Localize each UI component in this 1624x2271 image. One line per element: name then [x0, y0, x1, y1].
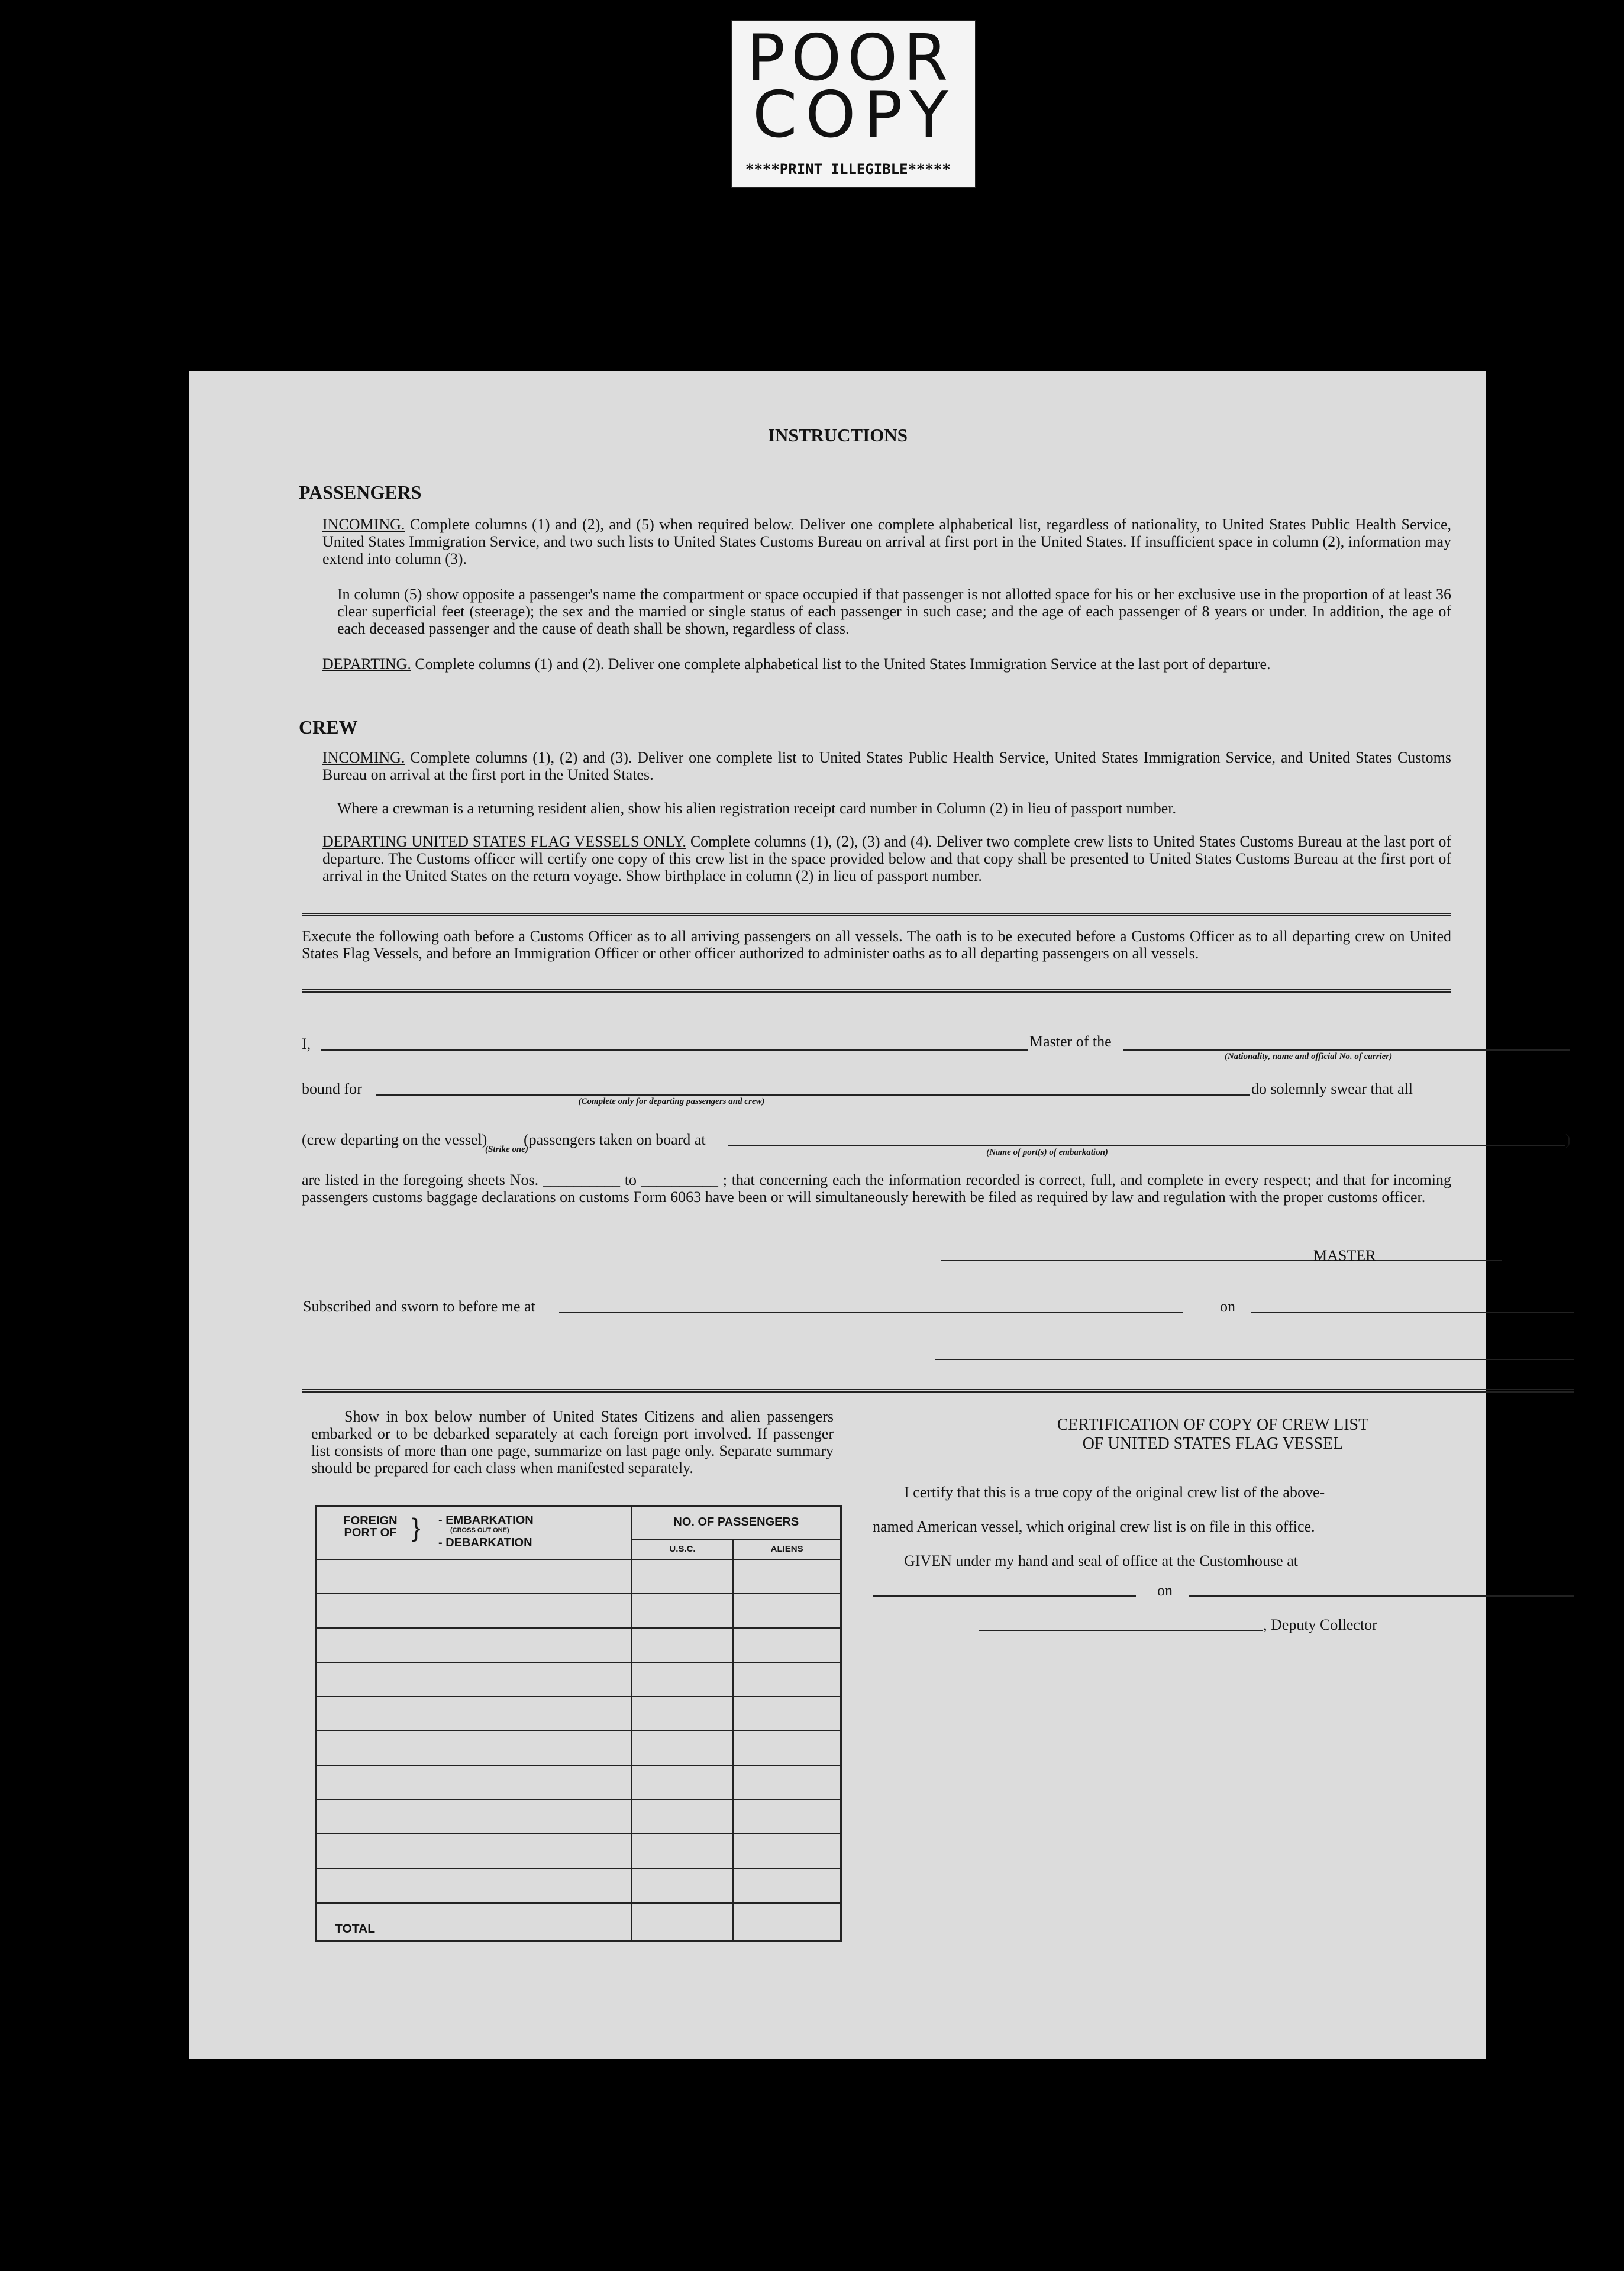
passengers-departing-label: DEPARTING.	[322, 655, 411, 673]
usc-cell[interactable]	[632, 1697, 734, 1731]
sworn-on-label: on	[1220, 1298, 1235, 1315]
document-page	[189, 371, 1571, 2059]
port-cell[interactable]	[317, 1765, 632, 1800]
aliens-cell[interactable]	[733, 1559, 841, 1594]
oath-instruction-text: Execute the following oath before a Customs Officer as to all arriving passengers on all vessels. The oath is to be executed before a Customs Officer as to all departing crew on United States Flag Vessels, and before an Immigration Officer or other officer authorized to administer oaths as to all departing passengers on all vessels.	[302, 928, 1451, 962]
usc-cell[interactable]	[632, 1559, 734, 1594]
crew-heading: CREW	[299, 716, 358, 738]
passengers-column5-text: In column (5) show opposite a passenger's name the compartment or space occupied if that passenger is not allotted space for his or her exclusive use in the proportion of at least 36 clear superficial feet (steerage); the sex and the married or single status of each passenger in such case; and the age of each passenger of 8 years or under. In addition, the age of each deceased passenger and the cause of death shall be shown, regardless of class.	[337, 586, 1451, 637]
passengers-incoming	[322, 516, 1451, 567]
usc-cell[interactable]	[632, 1594, 734, 1628]
crew-incoming-label: INCOMING.	[322, 749, 405, 766]
aliens-cell[interactable]	[733, 1697, 841, 1731]
close-paren: )	[1565, 1131, 1571, 1148]
crew-resident-text: Where a crewman is a returning resident alien, show his alien registration receipt card number in Column (2) in lieu of passport number.	[337, 800, 1177, 817]
aliens-cell[interactable]	[733, 1628, 841, 1662]
deputy-collector-label: , Deputy Collector	[1263, 1616, 1377, 1633]
usc-total-cell[interactable]	[632, 1903, 734, 1941]
port-cell[interactable]	[317, 1559, 632, 1594]
usc-header: U.S.C.	[632, 1539, 734, 1559]
certification-date-field[interactable]	[1189, 1595, 1574, 1597]
crew-departing-option: (crew departing on the vessel)	[302, 1131, 487, 1148]
page-title: INSTRUCTIONS	[767, 425, 908, 445]
swear-label: do solemnly swear that all	[1251, 1080, 1413, 1097]
passengers-taken-label: (passengers taken on board at	[524, 1131, 706, 1148]
port-cell[interactable]	[317, 1731, 632, 1765]
sworn-date-field[interactable]	[1251, 1312, 1574, 1313]
oath-instruction	[302, 928, 1451, 962]
strike-one-note: (Strike one)	[485, 1145, 528, 1154]
port-cell[interactable]	[317, 1662, 632, 1697]
crew-departing-label: DEPARTING UNITED STATES FLAG VESSELS ONLY.	[322, 833, 686, 850]
master-of-label: Master of the	[1029, 1033, 1112, 1050]
deputy-signature-field[interactable]	[979, 1630, 1263, 1631]
certification-heading-line1: CERTIFICATION OF COPY OF CREW LIST	[1057, 1416, 1369, 1434]
usc-cell[interactable]	[632, 1765, 734, 1800]
master-name-field[interactable]	[321, 1049, 1028, 1051]
passengers-departing-text: Complete columns (1) and (2). Deliver one complete alphabetical list to the United States Immigration Service at the last port of departure.	[415, 655, 1271, 673]
passengers-incoming-label: INCOMING.	[322, 516, 405, 533]
usc-cell[interactable]	[632, 1731, 734, 1765]
total-label: TOTAL	[317, 1903, 632, 1941]
master-signature-field[interactable]	[941, 1260, 1502, 1261]
aliens-cell[interactable]	[733, 1834, 841, 1868]
usc-cell[interactable]	[632, 1662, 734, 1697]
certification-on-label: on	[1157, 1582, 1173, 1599]
stamp-line-1: POOR	[747, 21, 954, 95]
foreign-port-label: FOREIGN PORT OF	[343, 1514, 398, 1539]
carrier-note: (Nationality, name and official No. of carrier)	[1224, 1052, 1393, 1061]
cross-out-note: (CROSS OUT ONE)	[450, 1527, 509, 1534]
aliens-cell[interactable]	[733, 1731, 841, 1765]
summary-instruction-text: Show in box below number of United States Citizens and alien passengers embarked or to be debarked separately at each foreign port involved. If passenger list consists of more than one page, summarize on last page only. Separate summary should be prepared for each class when manifested separately.	[311, 1408, 834, 1477]
crew-resident	[337, 800, 1451, 817]
port-cell[interactable]	[317, 1628, 632, 1662]
crew-incoming-text: Complete columns (1), (2) and (3). Deliver one complete list to United States Public Health Service, United States Immigration Service, and United States Customs Bureau on arrival at the first port in the United States.	[322, 749, 1451, 783]
sworn-place-field[interactable]	[559, 1312, 1183, 1313]
summary-instruction	[311, 1408, 834, 1477]
oath-i-label: I,	[302, 1035, 311, 1052]
carrier-field[interactable]	[1123, 1049, 1570, 1051]
oath-statement	[302, 1171, 1451, 1206]
divider	[302, 913, 1451, 916]
divider	[302, 989, 1451, 993]
crew-departing-text: Complete columns (1), (2), (3) and (4). Deliver two complete crew lists to United States Customs Bureau at the last port of departure. The Customs officer will certify one copy of this crew list in the space provided below and that copy shall be presented to United States Customs Bureau at the first port of arrival in the United States on the return voyage. Show birthplace in column (2) in lieu of passport number.	[322, 833, 1451, 884]
port-cell[interactable]	[317, 1800, 632, 1834]
aliens-cell[interactable]	[733, 1800, 841, 1834]
port-cell[interactable]	[317, 1594, 632, 1628]
crew-departing	[322, 833, 1451, 884]
bound-for-label: bound for	[302, 1080, 362, 1097]
aliens-total-cell[interactable]	[733, 1903, 841, 1941]
stamp-line-2: COPY	[753, 78, 957, 152]
master-label: MASTER	[1313, 1247, 1376, 1264]
port-cell[interactable]	[317, 1868, 632, 1902]
officer-signature-field[interactable]	[935, 1359, 1574, 1360]
divider	[302, 1389, 1574, 1393]
passengers-departing	[322, 655, 1451, 673]
aliens-header: ALIENS	[733, 1539, 841, 1559]
certification-line3: GIVEN under my hand and seal of office at the Customhouse at	[904, 1552, 1298, 1569]
certification-line1: I certify that this is a true copy of the original crew list of the above-	[904, 1484, 1325, 1501]
bound-for-field[interactable]	[376, 1094, 1250, 1096]
aliens-cell[interactable]	[733, 1765, 841, 1800]
debarkation-option: - DEBARKATION	[438, 1536, 532, 1549]
certification-heading-line2: OF UNITED STATES FLAG VESSEL	[1082, 1435, 1344, 1453]
customhouse-field[interactable]	[873, 1595, 1136, 1597]
aliens-cell[interactable]	[733, 1868, 841, 1902]
oath-statement-text: are listed in the foregoing sheets Nos. __________ to __________ ; that concerning each the information recorded is correct, full, and complete in every respect; and that for incoming passengers customs baggage declarations on customs Form 6063 have been or will simultaneously herewith be filed as required by law and regulation with the proper customs officer.	[302, 1171, 1451, 1206]
port-cell[interactable]	[317, 1834, 632, 1868]
aliens-cell[interactable]	[733, 1662, 841, 1697]
embarkation-ports-field[interactable]	[728, 1145, 1565, 1146]
crew-incoming	[322, 749, 1451, 783]
port-cell[interactable]	[317, 1697, 632, 1731]
usc-cell[interactable]	[632, 1868, 734, 1902]
passengers-incoming-text: Complete columns (1) and (2), and (5) when required below. Deliver one complete alphabetical list, regardless of nationality, to United States Public Health Service, United States Immigration Service, and two such lists to United States Customs Bureau on arrival at first port in the United States. If insufficient space in column (2), information may extend into column (3).	[322, 516, 1452, 567]
usc-cell[interactable]	[632, 1628, 734, 1662]
certification-heading	[917, 1416, 1509, 1453]
foreign-port-header	[317, 1506, 632, 1559]
usc-cell[interactable]	[632, 1800, 734, 1834]
passengers-heading: PASSENGERS	[299, 482, 422, 503]
passenger-summary-table	[315, 1505, 842, 1942]
ports-note: (Name of port(s) of embarkation)	[986, 1148, 1108, 1157]
poor-copy-stamp	[731, 20, 976, 188]
subscribed-label: Subscribed and sworn to before me at	[303, 1298, 535, 1315]
passengers-column5	[337, 586, 1451, 637]
usc-cell[interactable]	[632, 1834, 734, 1868]
aliens-cell[interactable]	[733, 1594, 841, 1628]
stamp-line-3: ****PRINT ILLEGIBLE*****	[745, 161, 951, 177]
departing-note: (Complete only for departing passengers and crew)	[578, 1097, 765, 1106]
no-of-passengers-header: NO. OF PASSENGERS	[632, 1506, 841, 1539]
embarkation-option: - EMBARKATION	[438, 1514, 534, 1527]
certification-line2: named American vessel, which original crew list is on file in this office.	[873, 1518, 1315, 1535]
brace-icon: }	[412, 1513, 421, 1542]
